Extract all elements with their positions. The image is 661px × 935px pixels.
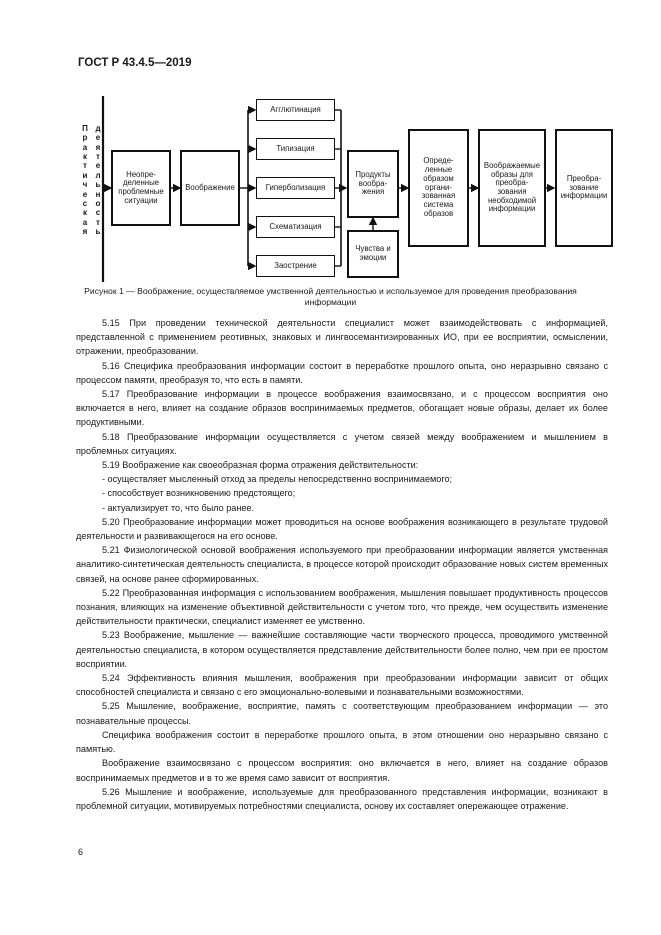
paragraph: 5.26 Мышление и воображение, используемые для преобразованного представления информации, возникают в проблемной ситуации, мотивируемых потребностями специалиста, основу их составляет опережающее отражение.	[76, 786, 608, 811]
box-schematization: Схематизация	[256, 216, 335, 238]
paragraph: 5.16 Специфика преобразования информации состоит в переработке прошлого опыта, оно неразрывно связано с процессом памяти, преобразуя то, что есть в памяти.	[76, 360, 608, 385]
list-item: - актуализирует то, что было ранее.	[102, 502, 255, 513]
box-imagined-images: Воображаемые образы для преобра- зования необходимой информации	[478, 129, 546, 247]
box-imagination: Воображение	[180, 150, 240, 226]
paragraph: 5.18 Преобразование информации осуществляется с учетом связей между воображением и мышлением в проблемных ситуациях.	[76, 431, 608, 456]
box-agglutination: Агглютинация	[256, 99, 335, 121]
box-problem-situations: Неопре- деленные проблемные ситуации	[111, 150, 171, 226]
figure-caption: Рисунок 1 — Воображение, осуществляемое умственной деятельностью и используемое для проведения преобразования информации	[84, 286, 577, 308]
paragraph: 5.20 Преобразование информации может проводиться на основе воображения возникающего в результате трудовой деятельности и развивающегося на его основе.	[76, 516, 608, 542]
paragraph: 5.25 Мышление, воображение, восприятие, память с соответствующим преобразованием информации — это познавательные процессы.	[76, 701, 608, 726]
box-feelings-emotions: Чувства и эмоции	[347, 230, 399, 278]
box-information-transformation: Преобра- зование информации	[555, 129, 613, 247]
body-text	[76, 316, 608, 813]
paragraph: 5.24 Эффективность влияния мышления, воображения при преобразовании информации зависит от общих способностей специалиста и связано с его эмоционально-волевыми и познавательными возможностями.	[76, 673, 608, 698]
paragraph: 5.17 Преобразование информации в процессе воображения взаимосвязано, и с процессом восприятия оно включается в него, влияет на создание образов воспринимаемых предметов, обогащает новые образы, делает их более продуктивными.	[76, 389, 608, 428]
list-item: - способствует возникновению предстоящего;	[102, 488, 296, 499]
vertical-label-practical: П р а к т и ч е с к а я	[82, 124, 88, 236]
paragraph: 5.22 Преобразованная информация с использованием воображения, мышления повышает продуктивность процессов познания, влияющих на изменение объективной действительности с учетом того, что прежде, чем осуществить изменение действительности практически, специалист изменяет ее умственно.	[76, 587, 608, 627]
paragraph: Специфика воображения состоит в переработке прошлого опыта, в этом отношении оно неразрывно связано с памятью.	[76, 729, 608, 755]
box-hyperbolization: Гиперболизация	[256, 177, 335, 199]
paragraph: 5.19 Воображение как своеобразная форма отражения действительности:	[102, 460, 419, 471]
document-header: ГОСТ Р 43.4.5—2019	[78, 57, 192, 69]
box-image-system: Опреде- ленные образом органи- зованная система образов	[408, 129, 469, 247]
box-imagination-products: Продукты вообра- жения	[347, 150, 399, 218]
figure-diagram	[0, 0, 661, 300]
box-typization: Типизация	[256, 138, 335, 160]
list-item: - осуществляет мысленный отход за пределы непосредственно воспринимаемого;	[102, 474, 453, 485]
box-sharpening: Заострение	[256, 255, 335, 277]
paragraph: 5.23 Воображение, мышление — важнейшие составляющие части творческого процесса, проводимого умственной деятельностью специалиста, в котором осуществляется представление действительности более полно, чем при ее простом восприятии.	[76, 630, 608, 669]
paragraph: 5.21 Физиологической основой воображения используемого при преобразовании информации является умственная аналитико-синтетическая деятельность специалиста, в процессе которой происходит образование новых систем временных связей, на основе ранее сформированных.	[76, 545, 608, 584]
paragraph: Воображение взаимосвязано с процессом восприятия: оно включается в него, влияет на создание образов воспринимаемых предметов и в то же время само зависит от восприятия.	[76, 758, 608, 783]
paragraph: 5.15 При проведении технической деятельности специалист может взаимодействовать с информацией, представленной с применением реотивных, знаковых и лингвосемантизированных ИО, при ее восприятии, осмыслении, отражении, преобразовании.	[76, 318, 608, 357]
vertical-label-activity: д е я т е л ь н о с т ь	[95, 124, 101, 236]
page-number: 6	[78, 847, 84, 857]
